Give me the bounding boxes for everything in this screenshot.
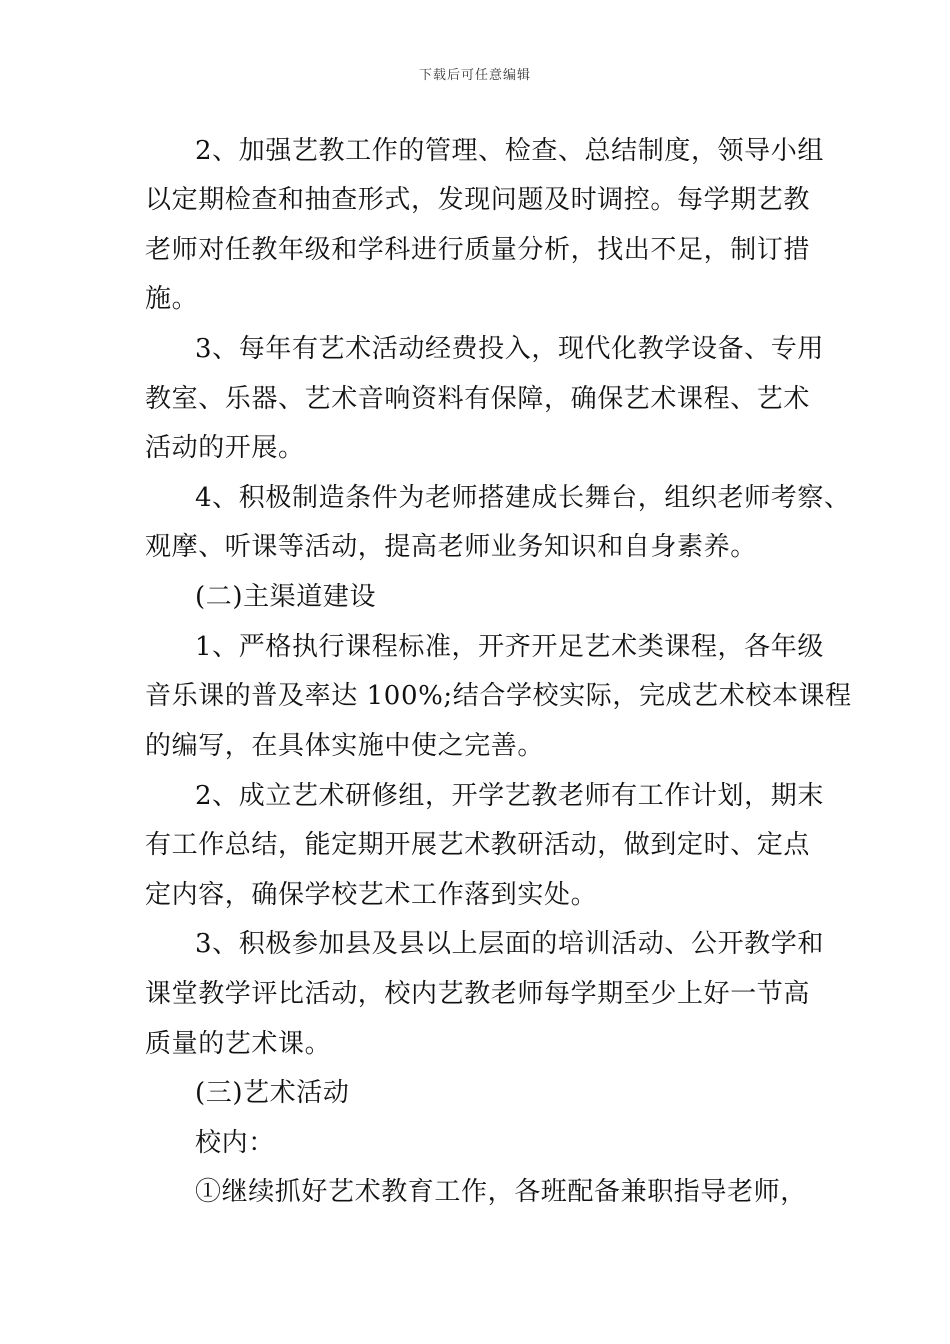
text-line: 老师对任教年级和学科进行质量分析，找出不足，制订措	[145, 235, 811, 265]
text-line: 2、加强艺教工作的管理、检查、总结制度，领导小组	[195, 136, 824, 166]
page-header: 下载后可任意编辑	[418, 68, 531, 83]
text-line: 3、每年有艺术活动经费投入，现代化教学设备、专用	[195, 334, 824, 364]
text-line: 施。	[145, 284, 199, 314]
text-line: 有工作总结，能定期开展艺术教研活动，做到定时、定点	[145, 830, 811, 860]
text-line: 的编写，在具体实施中使之完善。	[145, 731, 545, 761]
section-heading: (二)主渠道建设	[195, 582, 377, 612]
text-line: ①继续抓好艺术教育工作，各班配备兼职指导老师，	[195, 1177, 807, 1207]
text-line: 2、成立艺术研修组，开学艺教老师有工作计划，期末	[195, 781, 824, 811]
text-line: 校内：	[195, 1128, 275, 1158]
text-line: 观摩、听课等活动，提高老师业务知识和自身素养。	[145, 532, 757, 562]
text-line: 定内容，确保学校艺术工作落到实处。	[145, 880, 598, 910]
text-line: 3、积极参加县及县以上层面的培训活动、公开教学和	[195, 929, 824, 959]
text-line: 课堂教学评比活动，校内艺教老师每学期至少上好一节高	[145, 979, 811, 1009]
text-line: 音乐课的普及率达 100%;结合学校实际，完成艺术校本课程	[145, 681, 852, 711]
text-line: 教室、乐器、艺术音响资料有保障，确保艺术课程、艺术	[145, 384, 811, 414]
text-line: 以定期检查和抽查形式，发现问题及时调控。每学期艺教	[145, 185, 811, 215]
text-line: 4、积极制造条件为老师搭建成长舞台，组织老师考察、	[195, 483, 851, 513]
text-line: 质量的艺术课。	[145, 1029, 332, 1059]
section-heading: (三)艺术活动	[195, 1078, 350, 1108]
text-line: 活动的开展。	[145, 433, 305, 463]
text-line: 1、严格执行课程标准，开齐开足艺术类课程，各年级	[195, 632, 824, 662]
